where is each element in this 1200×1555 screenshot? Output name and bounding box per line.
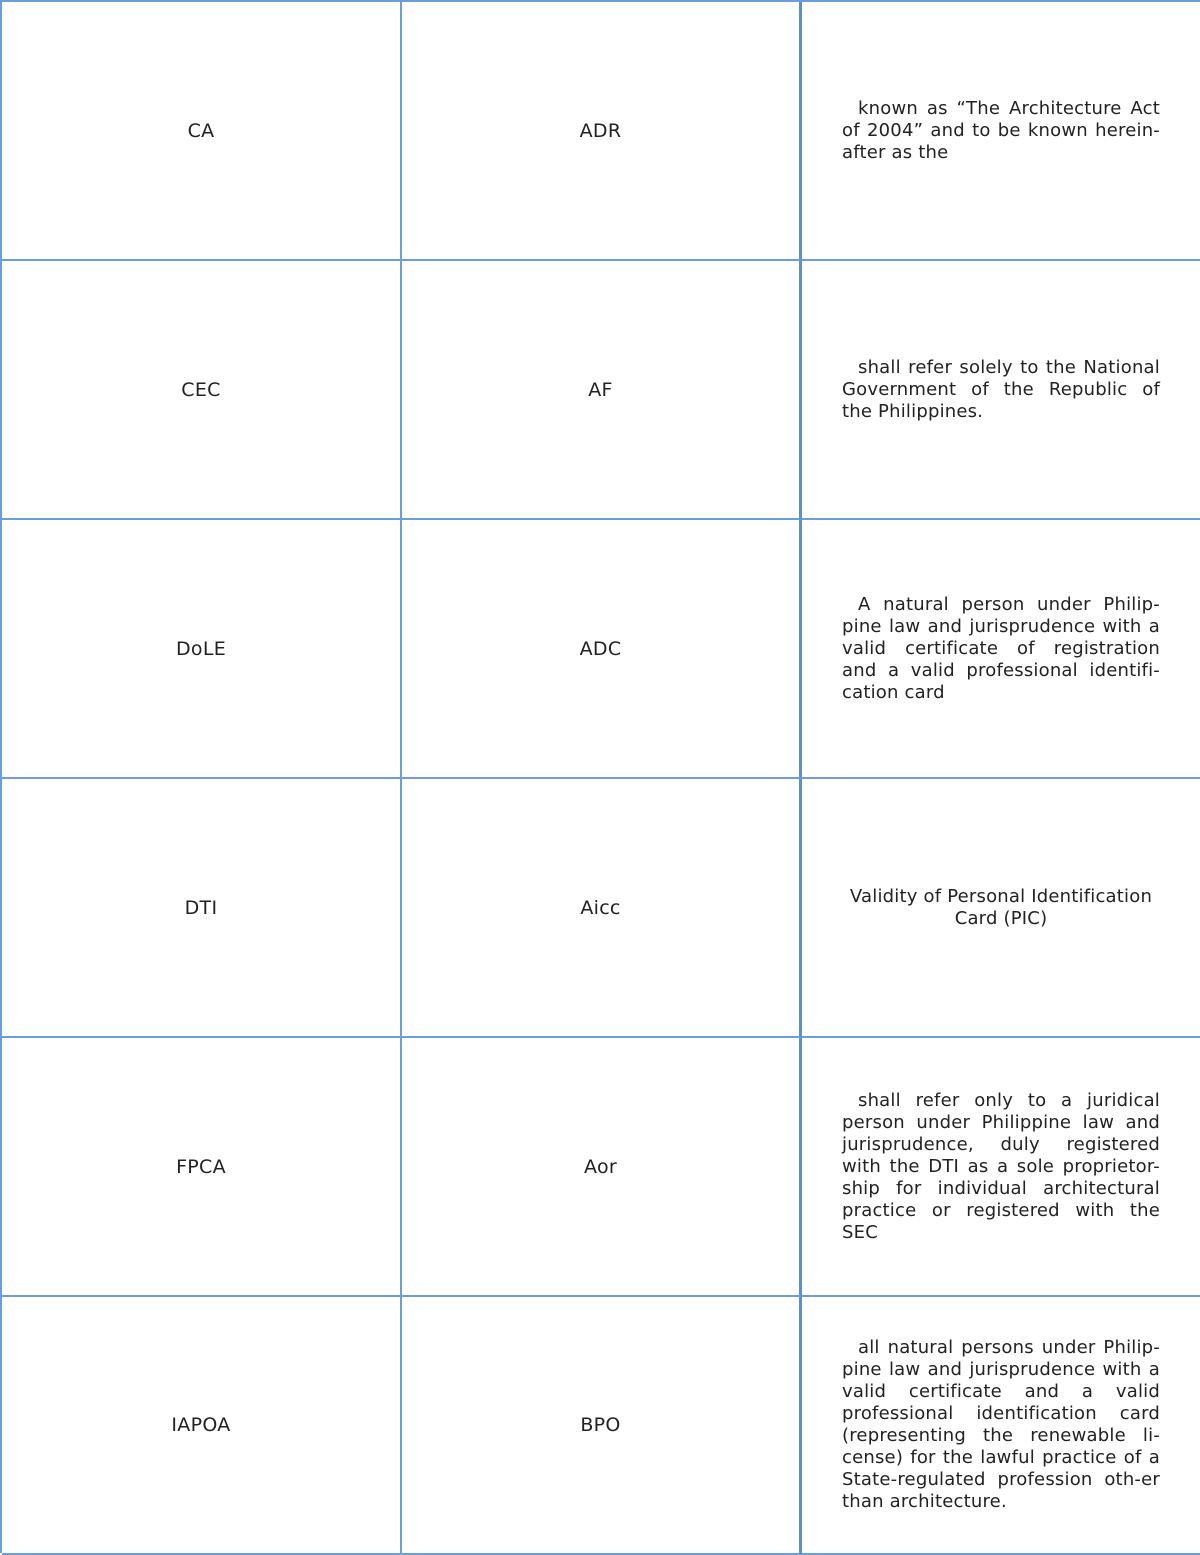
acronym-label: DoLE bbox=[175, 637, 227, 660]
definition-text: Validity of Personal Identification Card (PIC) bbox=[849, 885, 1153, 929]
definition-text: known as “The Architecture Act of 2004” and to be known herein-after as the bbox=[842, 97, 1160, 163]
table-cell-acronym bbox=[2, 520, 402, 779]
acronym-label: CA bbox=[187, 119, 215, 142]
acronym-label: FPCA bbox=[176, 1155, 226, 1178]
table-cell-definition bbox=[802, 2, 1200, 261]
table-cell-acronym bbox=[402, 1297, 802, 1555]
table-cell-definition bbox=[802, 520, 1200, 779]
table-cell-acronym bbox=[2, 779, 402, 1038]
table-cell-acronym bbox=[2, 1038, 402, 1297]
table-cell-acronym bbox=[402, 779, 802, 1038]
table-cell-definition bbox=[802, 779, 1200, 1038]
table-cell-acronym bbox=[2, 261, 402, 520]
acronym-label: Aor bbox=[584, 1155, 617, 1178]
table-cell-definition bbox=[802, 1297, 1200, 1555]
acronym-label: ADC bbox=[579, 637, 622, 660]
acronym-label: Aicc bbox=[580, 896, 621, 919]
table-cell-acronym bbox=[402, 2, 802, 261]
table-cell-definition bbox=[802, 261, 1200, 520]
table-cell-definition bbox=[802, 1038, 1200, 1297]
acronym-label: AF bbox=[588, 378, 613, 401]
definition-text: shall refer only to a juridical person under Philippine law and jurisprudence, duly registered with the DTI as a sole proprietor-ship for individual architectural practice or registered with the SEC bbox=[842, 1089, 1160, 1243]
table-cell-acronym bbox=[402, 1038, 802, 1297]
acronym-label: DTI bbox=[184, 896, 218, 919]
table-cell-acronym bbox=[402, 261, 802, 520]
definition-text: shall refer solely to the National Government of the Republic of the Philippines. bbox=[842, 356, 1160, 422]
acronym-label: IAPOA bbox=[171, 1414, 231, 1436]
table-cell-acronym bbox=[2, 2, 402, 261]
table-cell-acronym bbox=[402, 520, 802, 779]
definition-text: all natural persons under Philip-pine law and jurisprudence with a valid certificate and a valid professional identification card (representing the renewable li-cense) for the lawful practice of a State-regulated profession oth-er than architecture. bbox=[842, 1337, 1160, 1512]
acronym-label: BPO bbox=[580, 1414, 621, 1436]
definition-text: A natural person under Philip-pine law and jurisprudence with a valid certificate of registration and a valid professional identifi-cation card bbox=[842, 593, 1160, 703]
acronym-label: ADR bbox=[579, 119, 622, 142]
table-cell-acronym bbox=[2, 1297, 402, 1555]
acronym-label: CEC bbox=[181, 378, 221, 401]
